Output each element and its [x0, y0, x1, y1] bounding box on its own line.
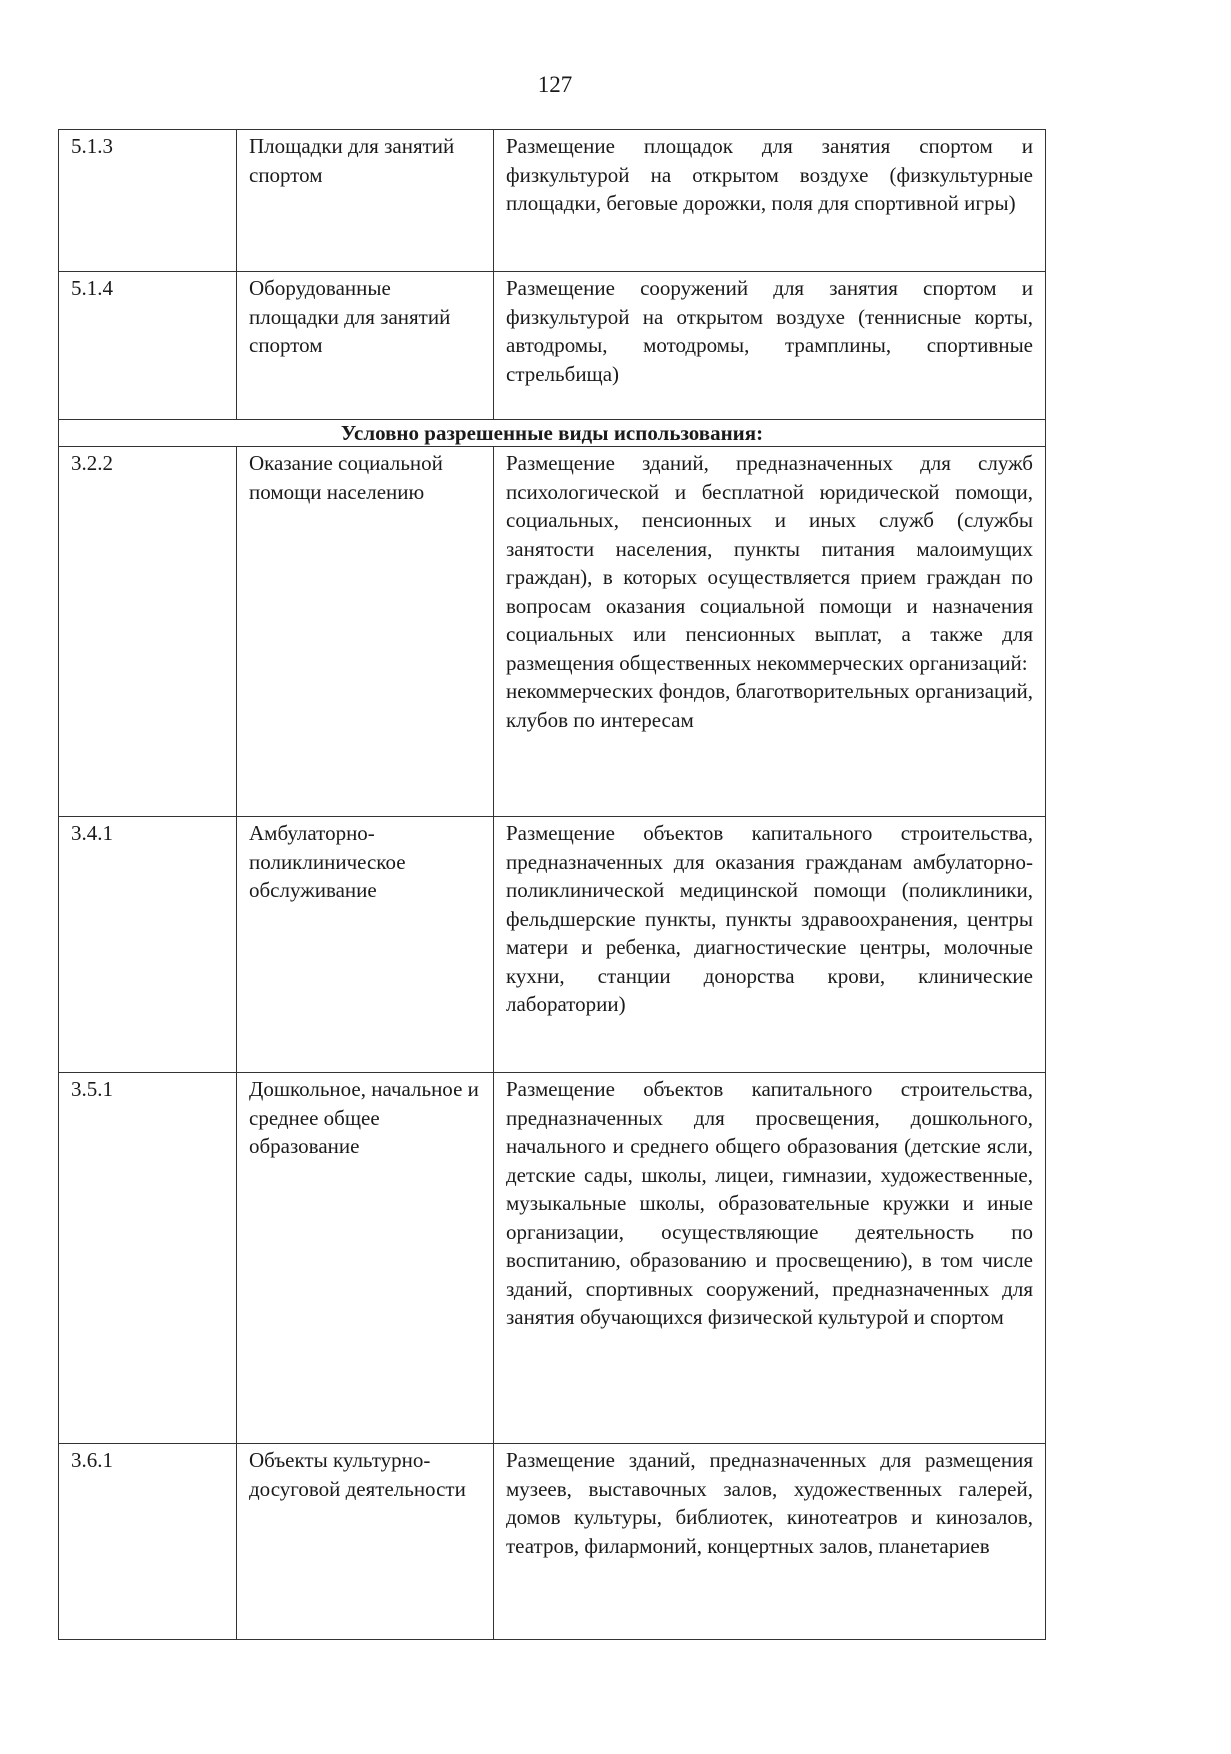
page-number: 127 [537, 72, 573, 97]
row-description-cell [494, 447, 1046, 817]
table-row [59, 817, 1046, 1073]
row-code: 3.5.1 [59, 1073, 237, 1444]
row-name: Оборудованные площадки для занятий спортом [237, 272, 494, 420]
row-code: 3.6.1 [59, 1444, 237, 1640]
row-name: Амбулаторно-поликлиническое обслуживание [237, 817, 494, 1073]
row-name: Оказание социальной помощи населению [237, 447, 494, 817]
row-description-extra: некоммерческих фондов, благотворительных организаций, клубов по интересам [506, 679, 1033, 732]
section-heading: Условно разрешенные виды использования: [59, 420, 1046, 447]
section-heading-row [59, 420, 1046, 447]
land-use-table [58, 129, 1046, 1640]
row-name: Объекты культурно-досуговой деятельности [237, 1444, 494, 1640]
table-row [59, 447, 1046, 817]
row-description: Размещение зданий, предназначенных для размещения музеев, выставочных залов, художественных галерей, домов культуры, библиотек, кинотеатров и кинозалов, театров, филармоний, концертных залов, планетариев [494, 1444, 1046, 1640]
table-row [59, 1444, 1046, 1640]
row-code: 3.2.2 [59, 447, 237, 817]
row-description: Размещение площадок для занятия спортом и физкультурой на открытом воздухе (физкультурные площадки, беговые дорожки, поля для спортивной игры) [494, 130, 1046, 272]
row-name: Площадки для занятий спортом [237, 130, 494, 272]
row-code: 5.1.3 [59, 130, 237, 272]
row-description: Размещение зданий, предназначенных для служб психологической и бесплатной юридической помощи, социальных, пенсионных и иных служб (службы занятости населения, пункты питания малоимущих граждан), в которых осуществляется прием граждан по вопросам оказания социальной помощи и назначения социальных или пенсионных выплат, а также для размещения общественных некоммерческих организаций: [506, 451, 1033, 675]
row-code: 3.4.1 [59, 817, 237, 1073]
row-description: Размещение объектов капитального строительства, предназначенных для оказания гражданам амбулаторно-поликлинической медицинской помощи (поликлиники, фельдшерские пункты, пункты здравоохранения, центры матери и ребенка, диагностические центры, молочные кухни, станции донорства крови, клинические лаборатории) [494, 817, 1046, 1073]
table-row [59, 130, 1046, 272]
table-row [59, 272, 1046, 420]
row-description: Размещение сооружений для занятия спортом и физкультурой на открытом воздухе (теннисные корты, автодромы, мотодромы, трамплины, спортивные стрельбища) [494, 272, 1046, 420]
row-name: Дошкольное, начальное и среднее общее образование [237, 1073, 494, 1444]
row-code: 5.1.4 [59, 272, 237, 420]
table-row [59, 1073, 1046, 1444]
row-description: Размещение объектов капитального строительства, предназначенных для просвещения, дошкольного, начального и среднего общего образования (детские ясли, детские сады, школы, лицеи, гимназии, художественные, музыкальные школы, образовательные кружки и иные организации, осуществляющие деятельность по воспитанию, образованию и просвещению), в том числе зданий, спортивных сооружений, предназначенных для занятия обучающихся физической культурой и спортом [494, 1073, 1046, 1444]
